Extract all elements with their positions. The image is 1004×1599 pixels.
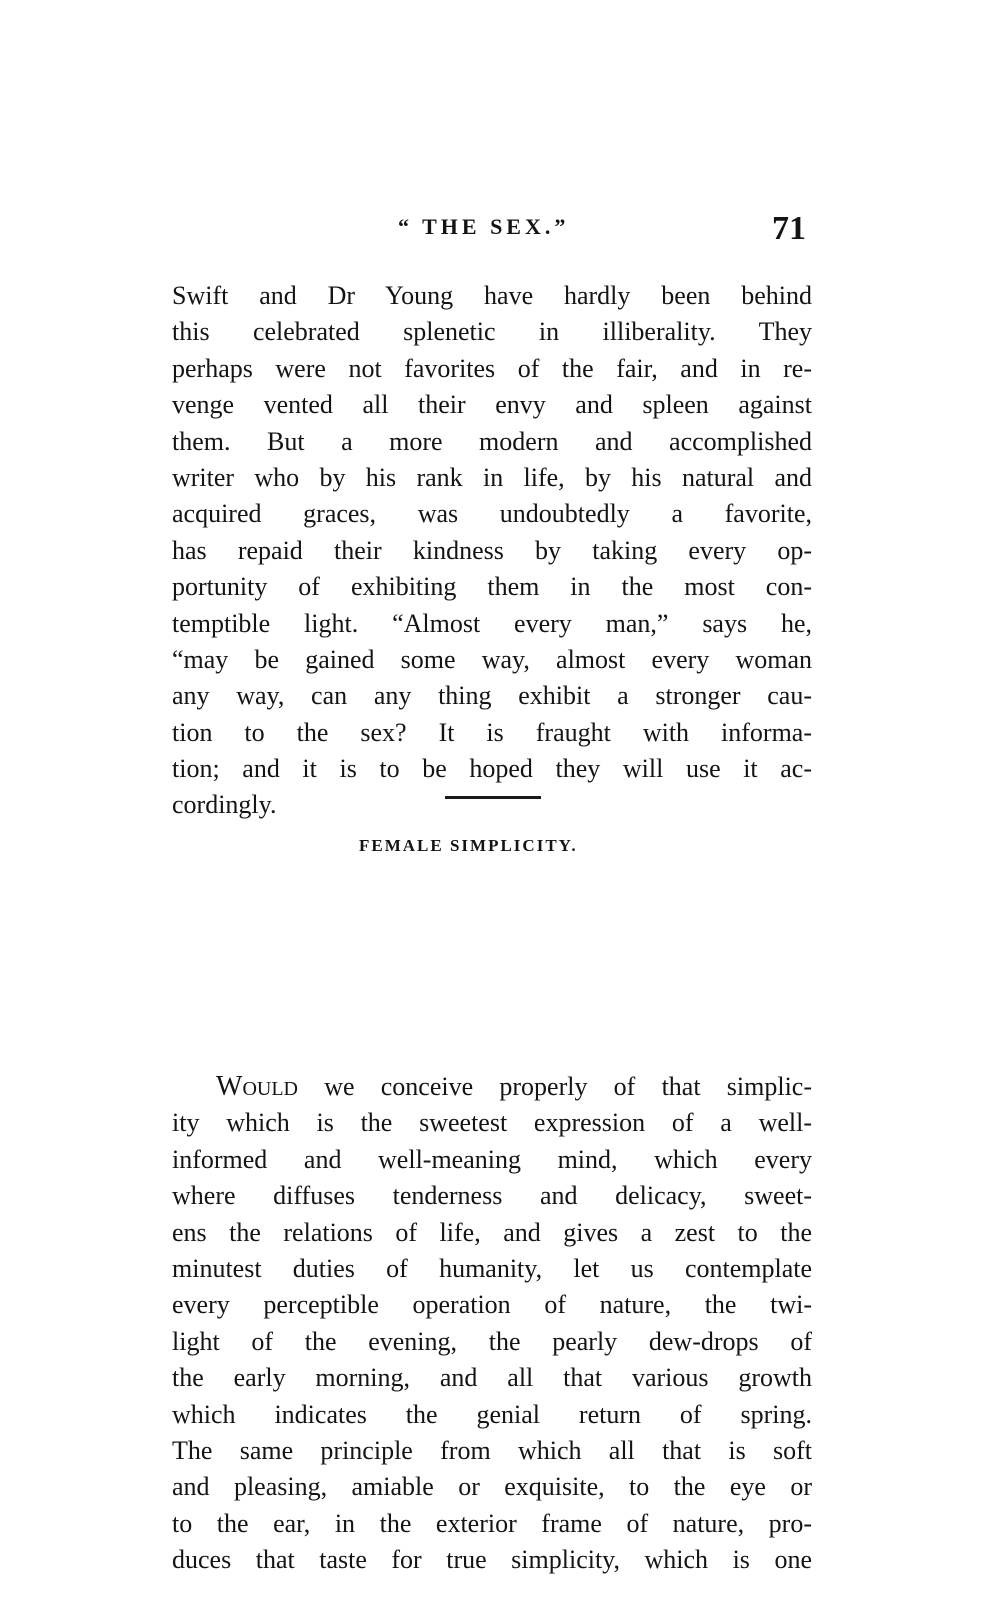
text-line: tion; and it is to be hoped they will use it ac-	[172, 754, 812, 784]
text-line: light of the evening, the pearly dew-drops of	[172, 1326, 812, 1356]
text-line: minutest duties of humanity, let us contemplate	[172, 1253, 812, 1283]
first-line-text: we conceive properly of that simplic-	[297, 1072, 812, 1101]
text-line: has repaid their kindness by taking every op-	[172, 535, 812, 565]
text-line: where diffuses tenderness and delicacy, sweet-	[172, 1181, 812, 1211]
text-line: any way, can any thing exhibit a stronger cau-	[172, 681, 812, 711]
text-line: every perceptible operation of nature, the twi-	[172, 1290, 812, 1320]
page-number: 71	[772, 210, 806, 247]
text-line: this celebrated splenetic in illiberality. They	[172, 317, 812, 347]
text-line: venge vented all their envy and spleen against	[172, 390, 812, 420]
text-line: temptible light. “Almost every man,” says he,	[172, 608, 812, 638]
text-line: ity which is the sweetest expression of a well-	[172, 1108, 812, 1138]
text-line: writer who by his rank in life, by his natural and	[172, 462, 812, 492]
text-line: ens the relations of life, and gives a zest to the	[172, 1217, 812, 1247]
paragraph-first-line	[172, 1069, 812, 1105]
section-divider-rule	[445, 796, 541, 799]
text-line: to the ear, in the exterior frame of nature, pro-	[172, 1508, 812, 1538]
text-line: which indicates the genial return of spring.	[172, 1399, 812, 1429]
section-heading: FEMALE SIMPLICITY.	[359, 836, 578, 855]
text-line: them. But a more modern and accomplished	[172, 426, 812, 456]
text-line: the early morning, and all that various growth	[172, 1363, 812, 1393]
text-line: acquired graces, was undoubtedly a favorite,	[172, 499, 812, 529]
text-line: perhaps were not favorites of the fair, and in re-	[172, 353, 812, 383]
text-line: and pleasing, amiable or exquisite, to the eye or	[172, 1472, 812, 1502]
running-title: “ THE SEX.”	[398, 214, 570, 239]
drop-cap-letter: W	[216, 1071, 243, 1102]
text-line: Swift and Dr Young have hardly been behind	[172, 281, 812, 310]
text-line: informed and well-meaning mind, which every	[172, 1144, 812, 1174]
text-line: duces that taste for true simplicity, which is one	[172, 1545, 812, 1575]
text-line: “may be gained some way, almost every woman	[172, 644, 812, 674]
paragraph-female-simplicity	[172, 1069, 812, 1578]
text-line: portunity of exhibiting them in the most con-	[172, 572, 812, 602]
text-line: cordingly.	[172, 790, 277, 820]
small-caps-word: OULD	[242, 1078, 298, 1100]
paragraph-swift-and-young	[172, 278, 812, 824]
text-line: tion to the sex? It is fraught with informa-	[172, 717, 812, 747]
text-line: The same principle from which all that is soft	[172, 1435, 812, 1465]
